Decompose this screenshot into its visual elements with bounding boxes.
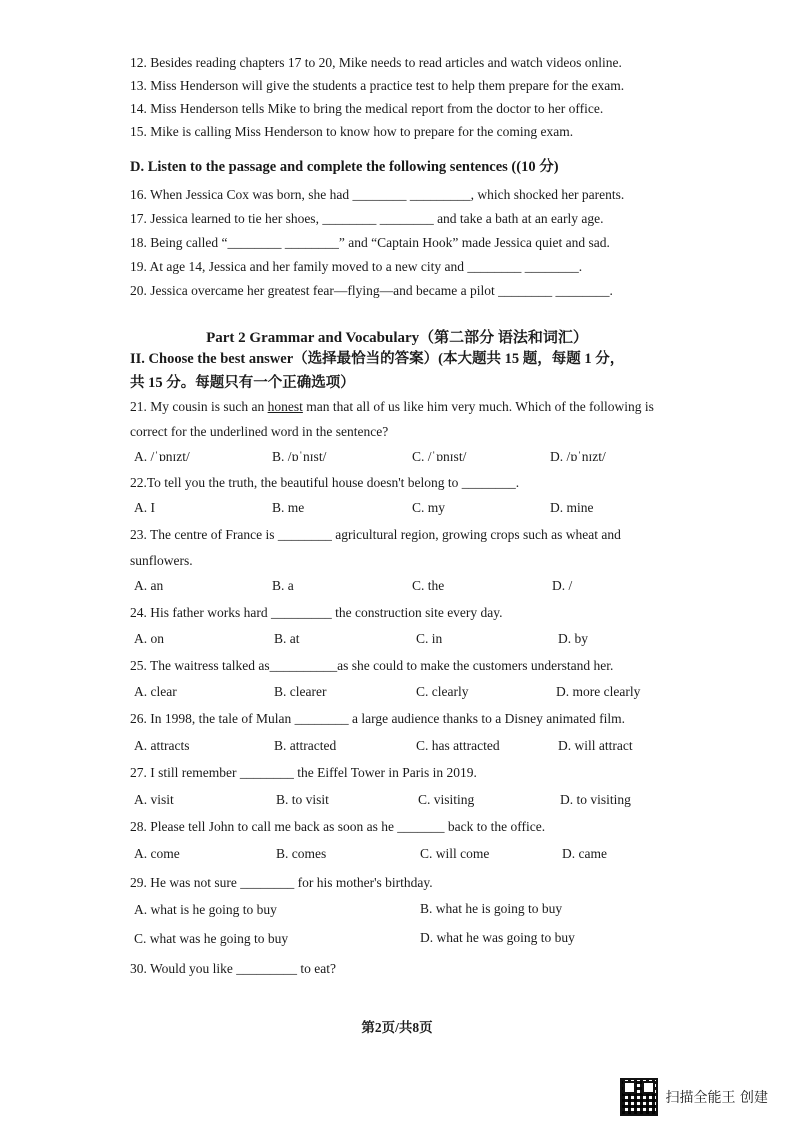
q24-option-b[interactable]: B. at bbox=[274, 631, 300, 646]
q28-option-b[interactable]: B. comes bbox=[276, 846, 327, 861]
question-16: 16. When Jessica Cox was born, she had ________ _________, which shocked her parents. bbox=[130, 187, 625, 202]
question-19: 19. At age 14, Jessica and her family moved to a new city and ________ ________. bbox=[130, 259, 583, 274]
q29-option-a[interactable]: A. what is he going to buy bbox=[134, 902, 277, 917]
part-2-title: Part 2 Grammar and Vocabulary（第二部分 语法和词汇） bbox=[206, 330, 588, 346]
q23-option-a[interactable]: A. an bbox=[134, 578, 164, 593]
statement-15: 15. Mike is calling Miss Henderson to know how to prepare for the coming exam. bbox=[130, 124, 574, 139]
question-24-stem: 24. His father works hard _________ the construction site every day. bbox=[130, 605, 503, 620]
question-23-stem: 23. The centre of France is ________ agricultural region, growing crops such as wheat and bbox=[130, 527, 621, 542]
q21-option-a[interactable]: A. /ˈɒnɪzt/ bbox=[134, 449, 190, 464]
question-29-stem: 29. He was not sure ________ for his mother's birthday. bbox=[130, 875, 433, 890]
q27-option-c[interactable]: C. visiting bbox=[418, 792, 475, 807]
q22-option-d[interactable]: D. mine bbox=[550, 500, 594, 515]
q27-option-a[interactable]: A. visit bbox=[134, 792, 174, 807]
q28-option-a[interactable]: A. come bbox=[134, 846, 180, 861]
question-30-stem: 30. Would you like _________ to eat? bbox=[130, 961, 337, 976]
q25-option-d[interactable]: D. more clearly bbox=[556, 684, 641, 699]
question-20: 20. Jessica overcame her greatest fear—flying—and became a pilot ________ ________. bbox=[130, 283, 613, 298]
q23-option-d[interactable]: D. / bbox=[552, 578, 573, 593]
section-ii-heading-line2: 共 15 分。每题只有一个正确选项） bbox=[130, 375, 355, 391]
question-18: 18. Being called “________ ________” and “Captain Hook” made Jessica quiet and sad. bbox=[130, 235, 610, 250]
q21-option-d[interactable]: D. /ɒˈnɪzt/ bbox=[550, 449, 606, 464]
question-21-stem bbox=[130, 398, 654, 416]
q29-option-c[interactable]: C. what was he going to buy bbox=[134, 931, 289, 946]
q28-option-d[interactable]: D. came bbox=[562, 846, 607, 861]
q26-option-d[interactable]: D. will attract bbox=[558, 738, 633, 753]
statement-13: 13. Miss Henderson will give the students a practice test to help them prepare for the exam. bbox=[130, 78, 625, 93]
q27-option-b[interactable]: B. to visit bbox=[276, 792, 329, 807]
q25-option-a[interactable]: A. clear bbox=[134, 684, 177, 699]
q29-option-d[interactable]: D. what he was going to buy bbox=[420, 930, 575, 945]
q24-option-d[interactable]: D. by bbox=[558, 631, 588, 646]
q22-option-b[interactable]: B. me bbox=[272, 500, 305, 515]
question-27-stem: 27. I still remember ________ the Eiffel Tower in Paris in 2019. bbox=[130, 765, 477, 780]
statement-12: 12. Besides reading chapters 17 to 20, Mike needs to read articles and watch videos online. bbox=[130, 55, 622, 70]
q28-option-c[interactable]: C. will come bbox=[420, 846, 490, 861]
q25-option-b[interactable]: B. clearer bbox=[274, 684, 327, 699]
q22-option-c[interactable]: C. my bbox=[412, 500, 446, 515]
q22-option-a[interactable]: A. I bbox=[134, 500, 155, 515]
q26-option-a[interactable]: A. attracts bbox=[134, 738, 190, 753]
q21-option-b[interactable]: B. /ɒˈnɪst/ bbox=[272, 449, 327, 464]
question-28-stem: 28. Please tell John to call me back as soon as he _______ back to the office. bbox=[130, 819, 546, 834]
question-17: 17. Jessica learned to tie her shoes, ________ ________ and take a bath at an early age. bbox=[130, 211, 604, 226]
q21-stem-pre: 21. My cousin is such an bbox=[130, 399, 268, 414]
question-22-stem: 22.To tell you the truth, the beautiful house doesn't belong to ________. bbox=[130, 475, 520, 490]
q26-option-b[interactable]: B. attracted bbox=[274, 738, 337, 753]
scanner-watermark-text: 扫描全能王 创建 bbox=[665, 1090, 768, 1106]
q23-option-c[interactable]: C. the bbox=[412, 578, 445, 593]
q21-stem-post: man that all of us like him very much. Which of the following is bbox=[302, 399, 654, 414]
section-ii-heading-line1: II. Choose the best answer（选择最恰当的答案）(本大题共 15 题，每题 1 分， bbox=[130, 351, 625, 367]
question-21-stem-line2: correct for the underlined word in the sentence? bbox=[130, 424, 389, 439]
q25-option-c[interactable]: C. clearly bbox=[416, 684, 469, 699]
qr-code-icon bbox=[620, 1078, 658, 1116]
q23-option-b[interactable]: B. a bbox=[272, 578, 294, 593]
page-number: 第2页/共8页 bbox=[361, 1020, 433, 1035]
statement-14: 14. Miss Henderson tells Mike to bring the medical report from the doctor to her office. bbox=[130, 101, 604, 116]
scanner-watermark bbox=[620, 1078, 768, 1116]
section-d-heading: D. Listen to the passage and complete the following sentences ((10 分) bbox=[130, 159, 559, 175]
q26-option-c[interactable]: C. has attracted bbox=[416, 738, 500, 753]
question-26-stem: 26. In 1998, the tale of Mulan ________ a large audience thanks to a Disney animated film. bbox=[130, 711, 625, 726]
question-25-stem: 25. The waitress talked as__________as she could to make the customers understand her. bbox=[130, 658, 614, 673]
q29-option-b[interactable]: B. what he is going to buy bbox=[420, 901, 563, 916]
q24-option-c[interactable]: C. in bbox=[416, 631, 443, 646]
q21-underlined-word: honest bbox=[267, 399, 303, 414]
q27-option-d[interactable]: D. to visiting bbox=[560, 792, 631, 807]
q21-option-c[interactable]: C. /ˈɒnɪst/ bbox=[412, 449, 467, 464]
question-23-stem-line2: sunflowers. bbox=[130, 553, 193, 568]
q24-option-a[interactable]: A. on bbox=[134, 631, 164, 646]
